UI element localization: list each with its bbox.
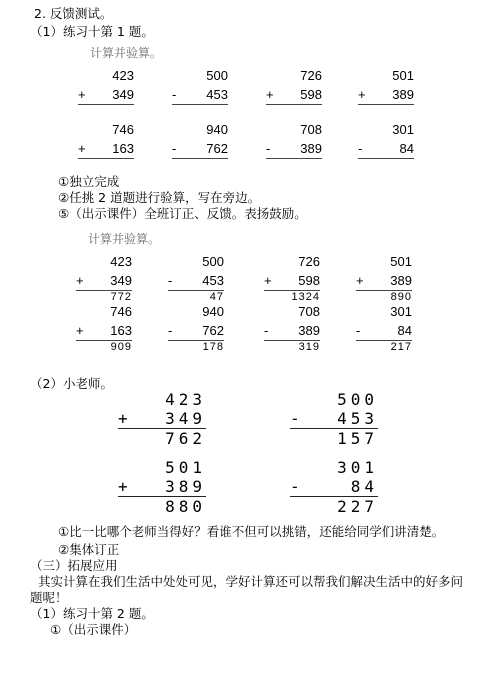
sum-line (358, 104, 414, 105)
show-courseware: ①（出示课件） (50, 622, 137, 637)
top-number: 726 (300, 68, 322, 83)
operator: - (266, 141, 271, 156)
operator: - (264, 323, 269, 338)
top-number: 726 (298, 254, 320, 269)
teacher-problem (290, 458, 378, 516)
operator: + (78, 141, 86, 156)
sum-line (358, 158, 414, 159)
block2-problem (168, 302, 224, 354)
teacher-problem (118, 458, 206, 516)
section-3-title: （三）拓展应用 (30, 558, 118, 573)
block1-problem (172, 66, 228, 105)
operator: - (358, 141, 363, 156)
answer: 1324 (291, 291, 320, 303)
operator: + (78, 87, 86, 102)
operator: + (266, 87, 274, 102)
section-heading: 2. 反馈测试。 (34, 6, 113, 21)
answer: 47 (209, 291, 224, 303)
block1-problem (172, 120, 228, 159)
operator: - (356, 323, 361, 338)
block2-problem (264, 302, 320, 354)
block1-problem (78, 66, 134, 105)
bottom-number: 163 (112, 141, 134, 156)
operator: - (172, 87, 177, 102)
block2-problem (168, 252, 224, 304)
answer: 178 (202, 341, 224, 353)
block2-problem (356, 302, 412, 354)
top-number: 501 (392, 68, 414, 83)
bottom-number: 762 (202, 323, 224, 338)
operator: + (264, 273, 272, 288)
block2-problem (76, 302, 132, 354)
bottom-number: 84 (350, 477, 378, 496)
bottom-number: 598 (298, 273, 320, 288)
bottom-number: 453 (337, 409, 378, 428)
operator: + (118, 477, 128, 496)
sum-line (172, 158, 228, 159)
top-number: 301 (337, 458, 378, 477)
sum-line (78, 104, 134, 105)
step-3: ⑤（出示课件）全班订正、反馈。表扬鼓励。 (58, 206, 307, 221)
exercise-3-title: （1）练习十第 2 题。 (30, 606, 154, 621)
block2-problem (76, 252, 132, 304)
bottom-number: 389 (298, 323, 320, 338)
operator: + (118, 409, 128, 428)
block1-problem (78, 120, 134, 159)
compare-text: ①比一比哪个老师当得好？看谁不但可以挑错，还能给同学们讲清楚。 (58, 524, 445, 539)
block1-label: 计算并验算。 (90, 46, 163, 60)
step-1: ①独立完成 (58, 174, 120, 189)
operator: - (290, 477, 300, 496)
exercise-1-title: （1）练习十第 1 题。 (30, 24, 154, 39)
top-number: 423 (110, 254, 132, 269)
operator: + (358, 87, 366, 102)
exercise-2-title: （2）小老师。 (30, 376, 113, 391)
operator: + (76, 323, 84, 338)
top-number: 708 (298, 304, 320, 319)
bottom-number: 389 (390, 273, 412, 288)
bottom-number: 389 (392, 87, 414, 102)
top-number: 746 (112, 122, 134, 137)
bottom-number: 84 (399, 141, 414, 156)
bottom-number: 84 (397, 323, 412, 338)
answer: 880 (165, 497, 206, 516)
bottom-number: 163 (110, 323, 132, 338)
operator: - (290, 409, 300, 428)
top-number: 301 (390, 304, 412, 319)
top-number: 500 (337, 390, 378, 409)
operator: - (172, 141, 177, 156)
block1-problem (266, 66, 322, 105)
top-number: 423 (165, 390, 206, 409)
operator: + (356, 273, 364, 288)
bottom-number: 349 (112, 87, 134, 102)
block2-problem (356, 252, 412, 304)
answer: 909 (110, 341, 132, 353)
sum-line (266, 158, 322, 159)
top-number: 746 (110, 304, 132, 319)
top-number: 500 (202, 254, 224, 269)
teacher-problem (290, 390, 378, 448)
operator: - (168, 323, 173, 338)
sum-line (172, 104, 228, 105)
top-number: 501 (390, 254, 412, 269)
top-number: 940 (202, 304, 224, 319)
top-number: 708 (300, 122, 322, 137)
bottom-number: 453 (206, 87, 228, 102)
answer: 157 (337, 429, 378, 448)
answer: 890 (390, 291, 412, 303)
top-number: 940 (206, 122, 228, 137)
sum-line (266, 104, 322, 105)
answer: 227 (337, 497, 378, 516)
step-2: ②任挑 2 道题进行验算，写在旁边。 (58, 190, 261, 205)
bottom-number: 598 (300, 87, 322, 102)
bottom-number: 762 (206, 141, 228, 156)
answer: 762 (165, 429, 206, 448)
top-number: 500 (206, 68, 228, 83)
paragraph-line-2: 题呢！ (30, 590, 68, 605)
bottom-number: 349 (110, 273, 132, 288)
block1-problem (358, 120, 414, 159)
bottom-number: 389 (300, 141, 322, 156)
operator: - (168, 273, 173, 288)
bottom-number: 453 (202, 273, 224, 288)
top-number: 501 (165, 458, 206, 477)
top-number: 301 (392, 122, 414, 137)
answer: 217 (390, 341, 412, 353)
bottom-number: 389 (165, 477, 206, 496)
paragraph-line-1: 其实计算在我们生活中处处可见，学好计算还可以帮我们解决生活中的好多问 (38, 574, 464, 589)
block1-problem (266, 120, 322, 159)
answer: 319 (298, 341, 320, 353)
answer: 772 (110, 291, 132, 303)
block2-label: 计算并验算。 (88, 232, 161, 246)
block2-problem (264, 252, 320, 304)
sum-line (78, 158, 134, 159)
top-number: 423 (112, 68, 134, 83)
operator: + (76, 273, 84, 288)
block1-problem (358, 66, 414, 105)
teacher-problem (118, 390, 206, 448)
collective-correction: ②集体订正 (58, 542, 120, 557)
bottom-number: 349 (165, 409, 206, 428)
